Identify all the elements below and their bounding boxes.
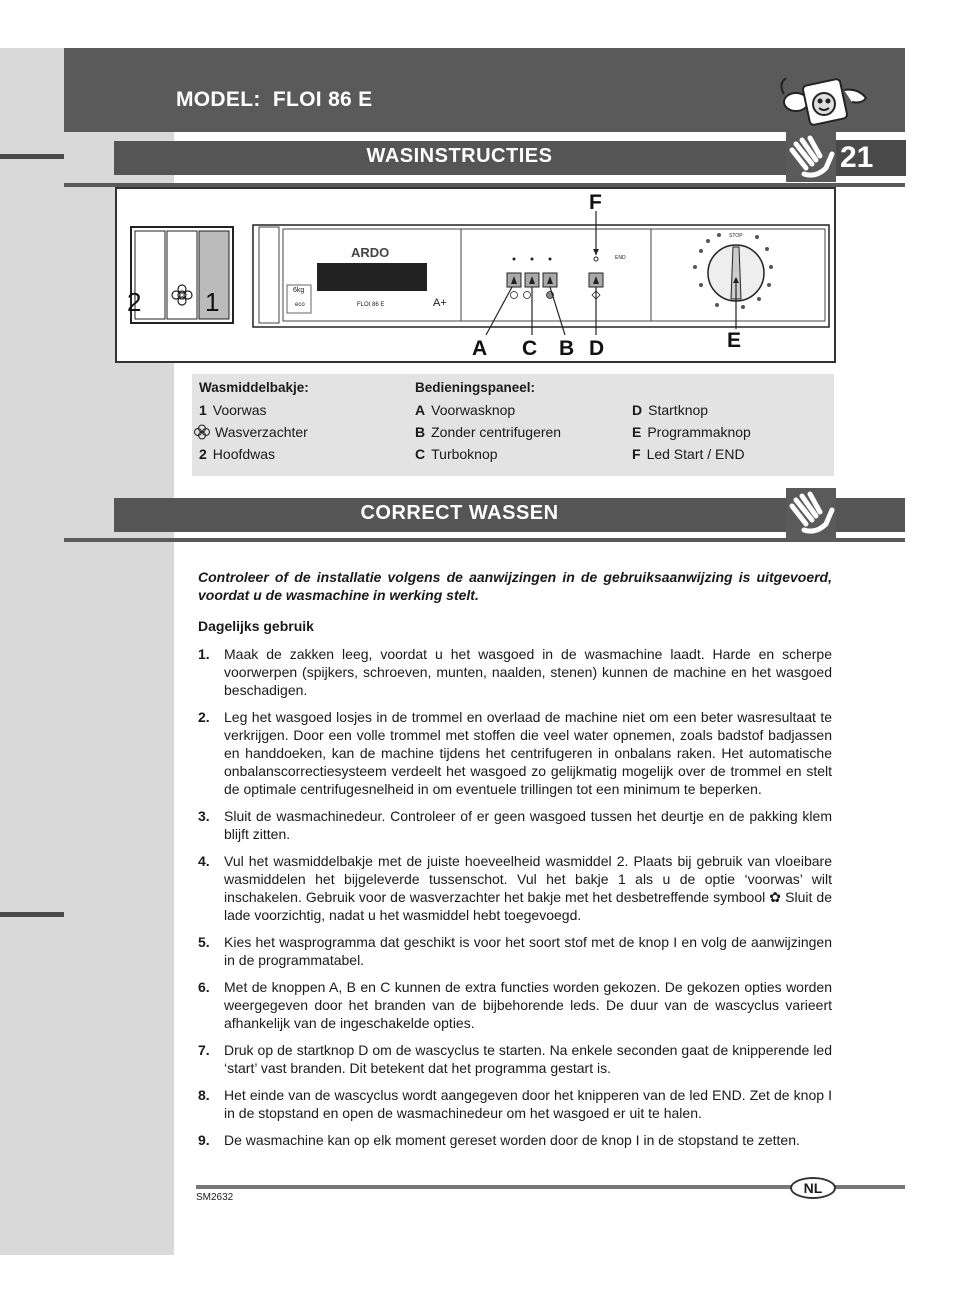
legend-item: 1 Voorwas [199,402,267,418]
legend-drawer-title: Wasmiddelbakje: [199,380,309,395]
instructions-content [198,568,832,1158]
end-label: END [615,255,626,261]
callout-a: A [472,337,488,360]
list-item: 8. Het einde van de wascyclus wordt aangegeven door het knipperen van de led END. Zet de knop I in de stopstand en open de wasmachinedeur om het wasgoed er uit te halen. [198,1087,832,1121]
list-item: 9. De wasmachine kan op elk moment gereset worden door de knop I in de stopstand te zetten. [198,1132,800,1148]
list-item: 6. Met de knoppen A, B en C kunnen de extra functies worden gekozen. De gekozen opties worden weergegeven door het branden van de bijbehorende leds. De duur van de wascyclus varieert afhankelijk van de ingeschakelde opties. [198,979,832,1031]
stop-label: STOP [729,233,743,239]
legend-panel-title: Bedieningspaneel: [415,380,536,395]
legend-item: A Voorwasknop [415,402,516,418]
capacity-label: 6kg [293,287,305,294]
list-item: 7. Druk op de startknop D om de wascyclus te starten. Na enkele seconden gaat de knipperende led ‘start’ vast branden. Dit betekent dat het programma gestart is. [198,1042,832,1076]
model-name: FLOI 86 E [272,88,373,111]
legend-item: C Turboknop [415,446,498,462]
list-item: 2. Leg het wasgoed losjes in de trommel en overlaad de machine niet om een beter wasresultaat te verkrijgen. Door een volle trommel met stoffen die veel water opnemen, zoals badstof badjassen en handdoeken, kan de machine tijdens het centrifugeren in onbalans raken. Het automatische onbalanscorrectiesysteem verdeelt het wasgoed zo gelijkmatig mogelijk over de trommel en stelt de optimale centrifugesnelheid in om eventuele trillingen tot een minimum te beperken. [198,709,832,797]
section-title-correct-wassen: CORRECT WASSEN [360,502,559,524]
margin-marker-bottom [0,912,64,917]
section-rule-2 [64,538,905,542]
legend-item: 2 Hoofdwas [199,446,276,462]
model-label: MODEL: [176,88,261,111]
energy-class-label: A+ [433,297,447,309]
legend-item: B Zonder centrifugeren [415,424,562,440]
flower-icon [193,424,211,440]
drawer-label-1: 1 [205,287,220,317]
drawer-label-2: 2 [127,287,142,317]
legend-box [192,374,834,476]
legend-item: Wasverzachter [193,424,308,440]
callout-d: D [589,337,605,360]
margin-marker-top [0,154,64,159]
subheading-daily-use: Dagelijks gebruik [198,618,314,634]
model-title [176,88,372,112]
legend-item: E Programmaknop [632,424,751,440]
eco-label: eco [295,302,305,308]
callout-c: C [522,337,538,360]
hand-icon [786,132,836,182]
model-header-bar [64,48,905,132]
page-number: 21 [836,140,906,176]
list-item: 4. Vul het wasmiddelbakje met de juiste hoeveelheid wasmiddel 2. Plaats bij gebruik van vloeibare wasmiddelen het bijgeleverde tussenschot. Vul het bakje 1 als u de optie ‘voorwas’ wilt inschakelen. Gebruik voor de wasverzachter het bakje met het desbetreffende symbool ✿ Sluit de lade voorzichtig, nadat u het wasmiddel hebt toegevoegd. [198,853,832,923]
callout-e: E [727,329,742,352]
document-code: SM2632 [196,1192,234,1203]
list-item: 3. Sluit de wasmachinedeur. Controleer of er geen wasgoed tussen het deurtje en de pakking klem blijft zitten. [198,808,832,842]
language-badge: NL [790,1177,836,1199]
legend-item: F Led Start / END [632,446,745,462]
control-panel-diagram [115,187,836,363]
brand-logo: ARDO [351,245,390,260]
callout-f: F [589,191,602,214]
panel-model-label: FLOI 86 E [357,302,385,308]
list-item: 5. Kies het wasprogramma dat geschikt is voor het soort stof met de knop I en volg de aanwijzingen in de programmatabel. [198,934,832,968]
hand-icon [786,488,836,538]
callout-b: B [559,337,575,360]
washing-machine-mascot-icon [776,70,876,128]
section-title-wasinstructies: WASINSTRUCTIES [366,145,553,167]
legend-item: D Startknop [632,402,709,418]
intro-text: Controleer of de installatie volgens de aanwijzingen in de gebruiksaanwijzing is uitgevoerd, voordat u de wasmachine in werking stelt. [198,569,832,603]
steps-list [198,645,832,1149]
list-item: 1. Maak de zakken leeg, voordat u het wasgoed in de wasmachine laadt. Harde en scherpe voorwerpen (spijkers, schroeven, munten, naalden, stenen) kunnen de machine en het wasgoed beschadigen. [198,646,832,698]
